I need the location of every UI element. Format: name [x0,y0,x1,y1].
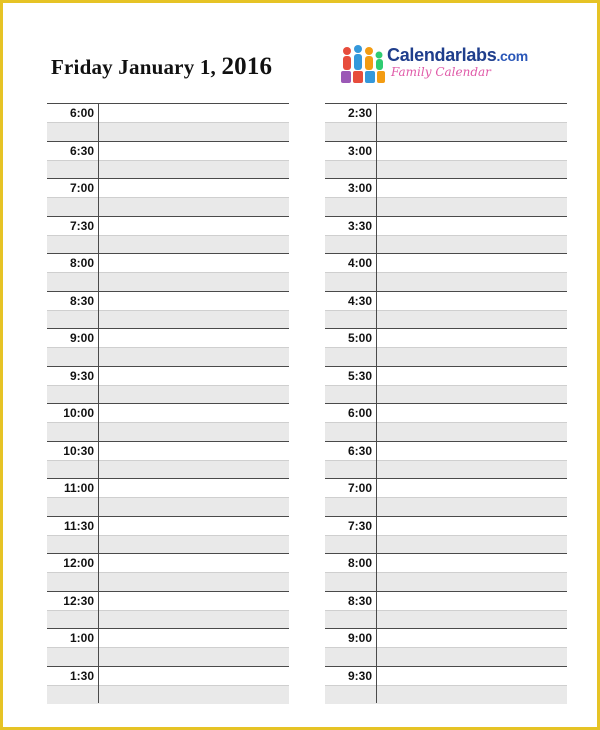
time-label: 4:00 [347,256,372,270]
time-divider [98,479,99,516]
time-divider [98,404,99,441]
time-slot[interactable] [47,291,289,329]
time-label: 7:00 [347,481,372,495]
time-divider [376,404,377,441]
time-label: 3:00 [347,181,372,195]
time-label: 6:00 [69,106,94,120]
time-label: 6:30 [347,443,372,458]
time-label: 7:30 [69,218,94,233]
schedule-column-right [325,103,567,703]
time-label: 6:00 [347,406,372,420]
page-title [51,53,272,81]
time-label: 8:00 [347,556,372,570]
entry-line-shaded[interactable] [47,235,289,255]
time-slot[interactable] [47,103,289,141]
entry-line-shaded[interactable] [47,535,289,555]
time-slot[interactable] [47,253,289,291]
time-divider [376,554,377,591]
time-slot[interactable] [325,216,567,254]
time-slot[interactable] [47,216,289,254]
time-divider [376,667,377,704]
entry-line-shaded[interactable] [47,497,289,517]
day-date-text: Friday January 1, [51,55,216,79]
time-label: 5:00 [347,331,372,345]
time-divider [98,254,99,291]
entry-line-shaded[interactable] [325,497,567,517]
entry-line-shaded[interactable] [47,647,289,667]
time-label: 5:30 [347,368,372,383]
time-divider [98,442,99,479]
entry-line-shaded[interactable] [325,272,567,292]
entry-line-shaded[interactable] [325,197,567,217]
entry-line-shaded[interactable] [325,460,567,480]
entry-line-shaded[interactable] [47,572,289,592]
time-label: 12:30 [63,593,94,608]
time-divider [98,104,99,141]
time-slot[interactable] [47,328,289,366]
time-slot[interactable] [325,178,567,216]
time-slot[interactable] [325,441,567,479]
time-divider [376,142,377,179]
time-label: 7:30 [347,518,372,533]
entry-line-shaded[interactable] [47,122,289,142]
time-divider [98,329,99,366]
time-divider [376,329,377,366]
time-slot[interactable] [325,253,567,291]
time-label: 10:00 [63,406,94,420]
time-slot[interactable] [325,328,567,366]
time-label: 4:30 [347,293,372,308]
logo-tagline: Family Calendar [391,65,491,79]
time-divider [376,517,377,554]
time-divider [376,217,377,254]
time-slot[interactable] [325,366,567,404]
time-label: 10:30 [63,443,94,458]
entry-line-shaded[interactable] [47,422,289,442]
entry-line-shaded[interactable] [47,685,289,705]
time-slot[interactable] [47,516,289,554]
time-slot[interactable] [325,591,567,629]
time-divider [376,367,377,404]
time-slot[interactable] [325,291,567,329]
time-slot[interactable] [47,628,289,666]
time-divider [98,367,99,404]
time-divider [376,104,377,141]
time-slot[interactable] [47,553,289,591]
time-divider [376,479,377,516]
time-slot[interactable] [325,141,567,179]
time-divider [98,554,99,591]
time-divider [98,629,99,666]
entry-line-shaded[interactable] [325,610,567,630]
time-divider [98,592,99,629]
time-label: 9:30 [69,368,94,383]
time-label: 11:30 [63,518,94,533]
time-slot[interactable] [325,553,567,591]
time-divider [98,179,99,216]
entry-line-shaded[interactable] [47,160,289,180]
time-divider [98,217,99,254]
time-label: 9:30 [347,668,372,683]
time-slot[interactable] [47,441,289,479]
entry-line-shaded[interactable] [325,347,567,367]
time-divider [376,629,377,666]
entry-line-shaded[interactable] [325,535,567,555]
calendarlabs-logo [339,43,549,89]
time-slot[interactable] [47,178,289,216]
time-slot[interactable] [325,628,567,666]
time-divider [98,667,99,704]
time-label: 2:30 [347,106,372,120]
entry-line-shaded[interactable] [47,347,289,367]
time-slot[interactable] [325,666,567,704]
time-slot[interactable] [47,141,289,179]
entry-line-shaded[interactable] [47,460,289,480]
family-figures-icon [339,43,387,87]
logo-name: Calendarlabs [387,45,497,65]
time-divider [376,254,377,291]
time-label: 8:30 [69,293,94,308]
time-divider [98,292,99,329]
entry-line-shaded[interactable] [325,310,567,330]
time-slot[interactable] [47,403,289,441]
time-slot[interactable] [47,366,289,404]
time-divider [376,442,377,479]
entry-line-shaded[interactable] [325,422,567,442]
time-label: 1:30 [69,668,94,683]
entry-line-shaded[interactable] [325,685,567,705]
time-label: 6:30 [69,143,94,158]
entry-line-shaded[interactable] [325,385,567,405]
entry-line-shaded[interactable] [47,197,289,217]
year-text: 2016 [221,53,273,80]
time-label: 3:00 [347,143,372,158]
entry-line-shaded[interactable] [47,272,289,292]
entry-line-shaded[interactable] [325,572,567,592]
entry-line-shaded[interactable] [47,310,289,330]
entry-line-shaded[interactable] [325,235,567,255]
time-label: 9:00 [69,331,94,345]
entry-line-shaded[interactable] [47,385,289,405]
time-slot[interactable] [325,103,567,141]
time-label: 9:00 [347,631,372,645]
time-label: 1:00 [69,631,94,645]
time-label: 3:30 [347,218,372,233]
time-slot[interactable] [325,516,567,554]
time-label: 8:00 [69,256,94,270]
logo-wordmark [387,45,528,66]
time-slot[interactable] [47,591,289,629]
time-label: 11:00 [63,481,94,495]
time-slot[interactable] [47,478,289,516]
time-label: 12:00 [63,556,94,570]
time-label: 7:00 [69,181,94,195]
entry-line-shaded[interactable] [325,160,567,180]
entry-line-shaded[interactable] [325,122,567,142]
time-divider [376,292,377,329]
entry-line-shaded[interactable] [47,610,289,630]
time-slot[interactable] [325,403,567,441]
time-slot[interactable] [325,478,567,516]
logo-domain: .com [496,48,528,64]
entry-line-shaded[interactable] [325,647,567,667]
time-label: 8:30 [347,593,372,608]
time-slot[interactable] [47,666,289,704]
time-divider [98,142,99,179]
time-divider [376,179,377,216]
time-divider [376,592,377,629]
time-divider [98,517,99,554]
schedule-column-left [47,103,289,703]
